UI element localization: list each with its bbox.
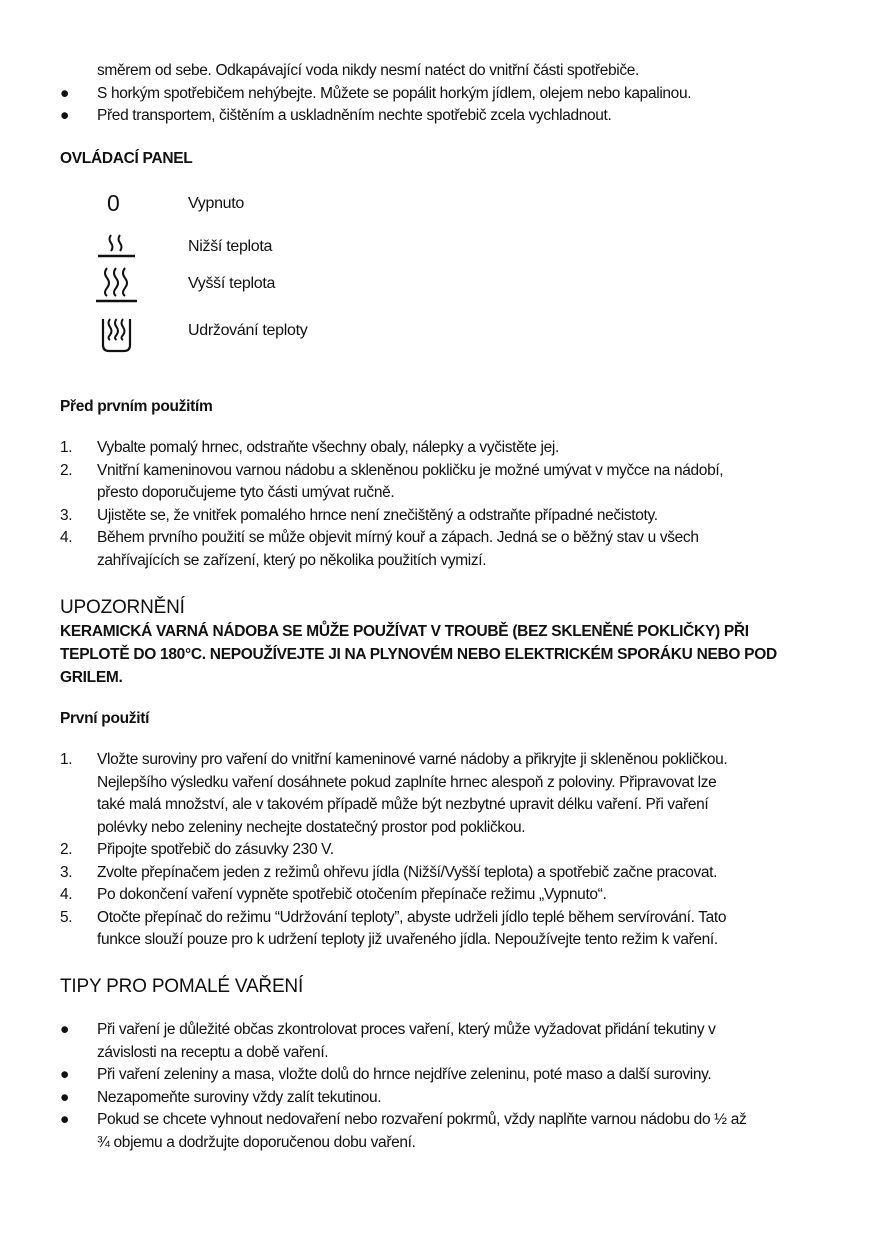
bullet-icon: ●	[60, 1066, 70, 1083]
list-item-text: Nezapomeňte suroviny vždy zalít tekutinou.	[97, 1088, 382, 1106]
list-item-text: Připojte spotřebič do zásuvky 230 V.	[97, 841, 334, 858]
list-item	[0, 105, 817, 128]
list-item-text: Při vaření je důležité občas zkontrolovat proces vaření, který může vyžadovat přidání tekutiny v	[97, 1021, 716, 1038]
list-item-text: ¾ objemu a dodržujte doporučenou dobu vaření.	[97, 1133, 416, 1151]
low-heat-icon	[96, 229, 138, 269]
list-item	[0, 839, 817, 862]
bullet-icon: ●	[60, 107, 70, 124]
intro-continuation: směrem od sebe. Odkapávající voda nikdy nesmí natéct do vnitřní části spotřebiče.	[97, 62, 639, 79]
list-item-text: Vložte suroviny pro vaření do vnitřní kameninové varné nádoby a přikryjte ji skleněnou pokličkou.	[97, 751, 728, 768]
intro-bullet-text: S horkým spotřebičem nehýbejte. Můžete se popálit horkým jídlem, olejem nebo kapalinou.	[97, 84, 692, 102]
list-item-text: Vnitřní kameninovou varnou nádobu a skleněnou pokličku je možné umývat v myčce na nádobí,	[97, 461, 724, 479]
control-panel-item	[0, 229, 874, 269]
list-item	[0, 527, 817, 572]
list-item-text: Vybalte pomalý hrnec, odstraňte všechny obaly, nálepky a vyčistěte jej.	[97, 439, 559, 456]
list-number: 3.	[60, 506, 73, 524]
keep-warm-icon	[96, 313, 138, 353]
intro-bullet-text: Před transportem, čištěním a uskladněním nechte spotřebič zcela vychladnout.	[97, 107, 612, 124]
warning-line: TEPLOTĚ DO 180°C. NEPOUŽÍVEJTE JI NA PLYNOVÉM NEBO ELEKTRICKÉM SPORÁKU NEBO POD	[60, 646, 777, 663]
control-panel-label: Nižší teplota	[188, 238, 273, 255]
intro-section	[0, 60, 817, 128]
list-item-text: polévky nebo zeleniny nechejte dostatečný prostor pod pokličkou.	[97, 818, 526, 836]
tips-list	[0, 1019, 817, 1154]
control-panel-label: Udržování teploty	[188, 322, 308, 339]
list-item	[0, 460, 817, 505]
control-panel-title: OVLÁDACÍ PANEL	[60, 150, 193, 167]
list-item-text: zahřívajících se zařízení, který po několika použitích vymizí.	[97, 551, 487, 569]
list-item	[0, 1087, 817, 1110]
warning-line: GRILEM.	[60, 669, 123, 686]
control-panel-item	[0, 266, 874, 306]
first-use-title: První použití	[60, 710, 150, 727]
warning-text	[0, 620, 790, 689]
bullet-icon: ●	[60, 1021, 70, 1038]
list-item-text: Pokud se chcete vyhnout nedovaření nebo rozvaření pokrmů, vždy naplňte varnou nádobu do ½ až	[97, 1111, 747, 1128]
list-item-text: funkce slouží pouze pro k udržení teploty již uvařeného jídla. Nepoužívejte tento režim k vaření.	[97, 931, 718, 948]
control-panel-item	[0, 186, 874, 226]
list-number: 2.	[60, 841, 73, 858]
zero-symbol-icon: 0	[107, 190, 120, 216]
warning-title: UPOZORNĚNÍ	[60, 597, 185, 618]
tips-title: TIPY PRO POMALÉ VAŘENÍ	[60, 976, 304, 997]
before-first-use-list	[0, 437, 817, 572]
control-panel-item	[0, 313, 874, 353]
list-item	[0, 505, 817, 528]
list-item-text: závislosti na receptu a době vaření.	[97, 1043, 329, 1061]
list-item	[0, 437, 817, 460]
list-item-text: Ujistěte se, že vnitřek pomalého hrnce není znečištěný a odstraňte případné nečistoty.	[97, 506, 658, 524]
list-item	[0, 907, 817, 952]
bullet-icon: ●	[60, 84, 70, 102]
control-panel-label: Vyšší teplota	[188, 275, 276, 292]
list-number: 3.	[60, 863, 73, 881]
list-item	[0, 862, 817, 885]
list-item	[0, 749, 817, 839]
list-number: 5.	[60, 908, 73, 926]
list-item	[0, 884, 817, 907]
list-number: 4.	[60, 529, 73, 546]
list-number: 1.	[60, 751, 73, 768]
list-item	[0, 83, 817, 106]
list-item-text: přesto doporučujeme tyto části umývat ručně.	[97, 484, 395, 501]
list-item-text: Během prvního použití se může objevit mírný kouř a zápach. Jedná se o běžný stav u všech	[97, 529, 699, 546]
list-item	[0, 1109, 817, 1154]
list-number: 2.	[60, 461, 73, 479]
list-number: 4.	[60, 886, 73, 903]
list-item	[0, 1064, 817, 1087]
list-item-text: také malá množství, ale v takovém případě může být nezbytné upravit délku vaření. Při vaření	[97, 796, 709, 813]
list-item	[0, 1019, 817, 1064]
warning-line: KERAMICKÁ VARNÁ NÁDOBA SE MŮŽE POUŽÍVAT V TROUBĚ (BEZ SKLENĚNÉ POKLIČKY) PŘI	[60, 623, 749, 640]
control-panel-label: Vypnuto	[188, 195, 245, 212]
list-item-text: Otočte přepínač do režimu “Udržování teploty”, abyste udrželi jídlo teplé během servírování. Tato	[97, 908, 727, 926]
list-item-text: Zvolte přepínačem jeden z režimů ohřevu jídla (Nižší/Vyšší teplota) a spotřebič začne pracovat.	[97, 863, 718, 881]
list-item-text: Při vaření zeleniny a masa, vložte dolů do hrnce nejdříve zeleninu, poté maso a další suroviny.	[97, 1066, 712, 1083]
list-item-text: Nejlepšího výsledku vaření dosáhnete pokud zaplníte hrnec alespoň z poloviny. Připravovat lze	[97, 773, 717, 791]
bullet-icon: ●	[60, 1111, 70, 1128]
first-use-list	[0, 749, 817, 952]
high-heat-icon	[96, 266, 138, 306]
list-number: 1.	[60, 439, 73, 456]
before-first-use-title: Před prvním použitím	[60, 398, 213, 415]
list-item-text: Po dokončení vaření vypněte spotřebič otočením přepínače režimu „Vypnuto“.	[97, 886, 607, 903]
bullet-icon: ●	[60, 1088, 70, 1106]
